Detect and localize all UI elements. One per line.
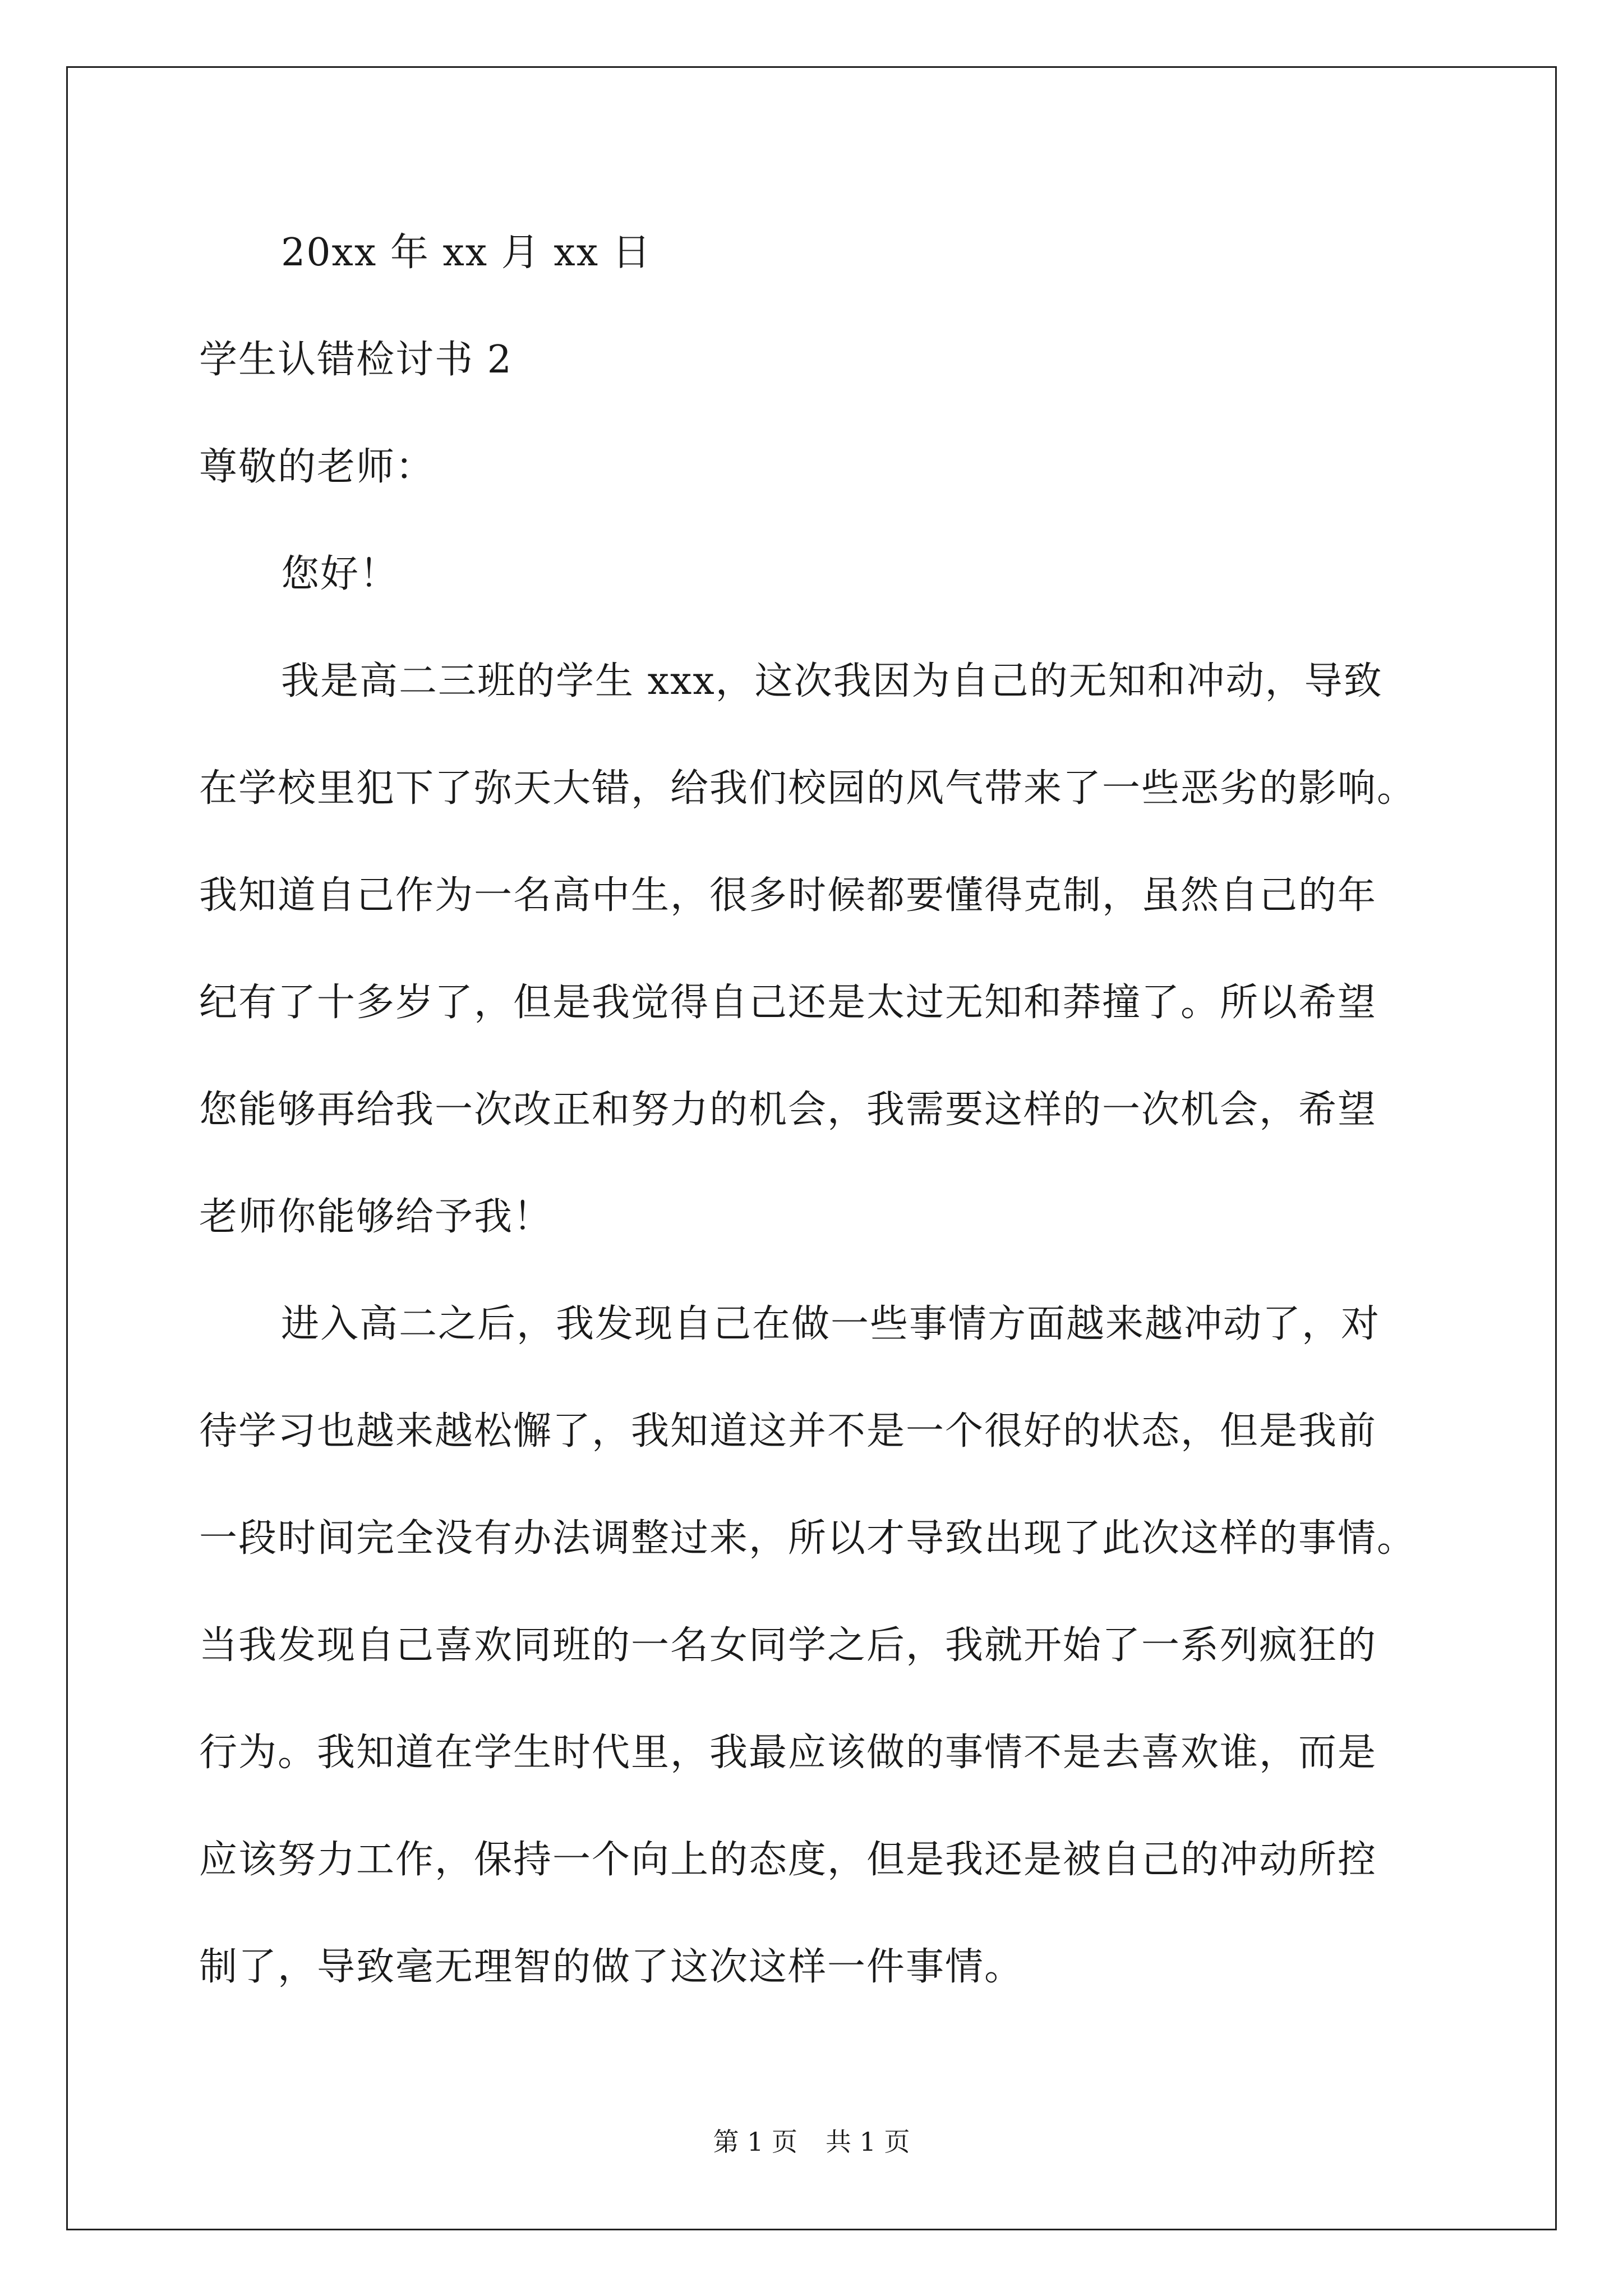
- date-line: 20xx 年 xx 月 xx 日: [281, 231, 652, 275]
- paragraph-1-line: 老师你能够给予我！: [199, 1195, 553, 1239]
- paragraph-1-line: 我是高二三班的学生 xxx，这次我因为自己的无知和冲动，导致: [281, 659, 1383, 703]
- paragraph-2-line: 进入高二之后，我发现自己在做一些事情方面越来越冲动了，对: [281, 1302, 1381, 1346]
- greeting: 您好！: [281, 552, 399, 596]
- paragraph-2-line: 当我发现自己喜欢同班的一名女同学之后，我就开始了一系列疯狂的: [199, 1623, 1377, 1668]
- paragraph-1-line: 您能够再给我一次改正和努力的机会，我需要这样的一次机会，希望: [199, 1088, 1377, 1132]
- page-number-total: 共 1 页: [826, 2127, 910, 2157]
- salutation: 尊敬的老师：: [199, 445, 435, 489]
- paragraph-2-line: 制了，导致毫无理智的做了这次这样一件事情。: [199, 1945, 1024, 1989]
- paragraph-2-line: 一段时间完全没有办法调整过来，所以才导致出现了此次这样的事情。: [199, 1516, 1417, 1561]
- paragraph-1-line: 在学校里犯下了弥天大错，给我们校园的风气带来了一些恶劣的影响。: [199, 766, 1417, 811]
- paragraph-2-line: 行为。我知道在学生时代里，我最应该做的事情不是去喜欢谁，而是: [199, 1731, 1377, 1775]
- page-footer: [0, 2125, 1623, 2159]
- page-number-current: 第 1 页: [713, 2127, 797, 2157]
- paragraph-1-line: 纪有了十多岁了，但是我觉得自己还是太过无知和莽撞了。所以希望: [199, 981, 1377, 1025]
- paragraph-2-line: 待学习也越来越松懈了，我知道这并不是一个很好的状态，但是我前: [199, 1409, 1377, 1453]
- document-title: 学生认错检讨书 2: [199, 338, 513, 382]
- paragraph-1-line: 我知道自己作为一名高中生，很多时候都要懂得克制，虽然自己的年: [199, 873, 1377, 918]
- document-body: [199, 199, 1427, 2021]
- paragraph-2-line: 应该努力工作，保持一个向上的态度，但是我还是被自己的冲动所控: [199, 1838, 1377, 1882]
